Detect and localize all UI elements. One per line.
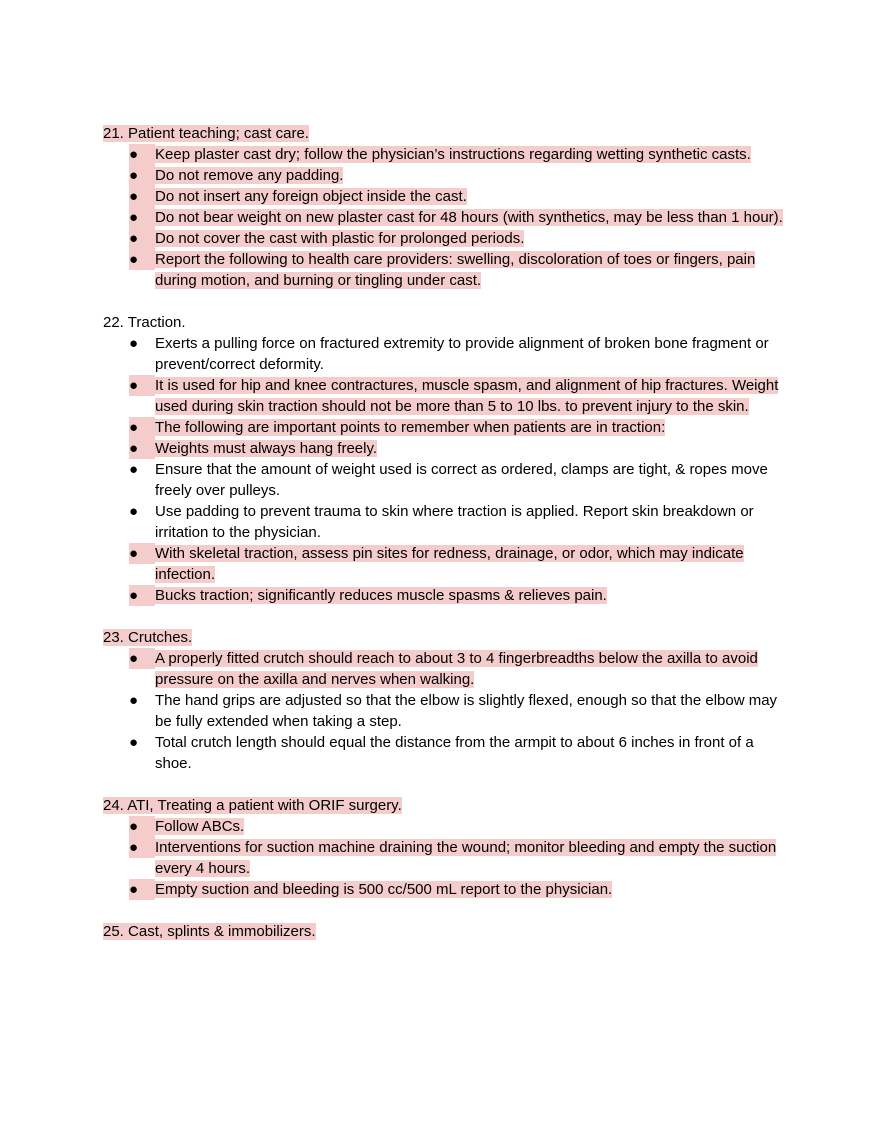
bullet-icon: ●: [129, 503, 139, 520]
bullet-icon: ●: [129, 648, 155, 669]
list-item-text: Empty suction and bleeding is 500 cc/500 mL report to the physician.: [155, 881, 613, 898]
bullet-icon: ●: [129, 734, 139, 751]
bullet-list: [103, 144, 793, 291]
section-heading: [103, 123, 793, 144]
list-item-text: Ensure that the amount of weight used is correct as ordered, clamps are tight, & ropes move freely over pulleys.: [155, 461, 768, 499]
list-item-text: Total crutch length should equal the distance from the armpit to about 6 inches in front of a shoe.: [155, 734, 754, 772]
list-item: [103, 837, 793, 879]
bullet-icon: ●: [129, 144, 155, 165]
bullet-icon: ●: [129, 417, 155, 438]
list-item-text: Interventions for suction machine draining the wound; monitor bleeding and empty the suction every 4 hours.: [155, 839, 777, 877]
list-item-text: Weights must always hang freely.: [155, 440, 378, 457]
bullet-icon: ●: [129, 543, 155, 564]
note-section: [103, 795, 793, 900]
bullet-icon: ●: [129, 186, 155, 207]
list-item: [103, 732, 793, 774]
bullet-icon: ●: [129, 335, 139, 352]
list-item: [103, 816, 793, 837]
list-item-text: The hand grips are adjusted so that the elbow is slightly flexed, enough so that the elbow may be fully extended when taking a step.: [155, 692, 778, 730]
list-item: [103, 333, 793, 375]
list-item-text: Bucks traction; significantly reduces muscle spasms & relieves pain.: [155, 587, 607, 604]
list-item-text: Do not bear weight on new plaster cast for 48 hours (with synthetics, may be less than 1 hour).: [155, 209, 783, 226]
section-heading: [103, 921, 793, 942]
section-heading: [103, 312, 793, 333]
list-item-text: Do not insert any foreign object inside the cast.: [155, 188, 467, 205]
bullet-list: [103, 816, 793, 900]
list-item: [103, 690, 793, 732]
list-item: [103, 144, 793, 165]
section-heading: [103, 627, 793, 648]
section-heading-text: 25. Cast, splints & immobilizers.: [103, 923, 316, 940]
bullet-icon: ●: [129, 585, 155, 606]
bullet-icon: ●: [129, 879, 155, 900]
list-item: [103, 501, 793, 543]
list-item-text: With skeletal traction, assess pin sites for redness, drainage, or odor, which may indicate infection.: [155, 545, 744, 583]
section-heading-text: 24. ATI, Treating a patient with ORIF surgery.: [103, 797, 402, 814]
note-section: [103, 312, 793, 606]
note-section: [103, 921, 793, 942]
bullet-icon: ●: [129, 438, 155, 459]
bullet-icon: ●: [129, 165, 155, 186]
list-item-text: It is used for hip and knee contractures, muscle spasm, and alignment of hip fractures. Weight used during skin traction should not be more than 5 to 10 lbs. to prevent injury to the skin.: [155, 377, 779, 415]
notes-list: [103, 123, 793, 942]
bullet-icon: ●: [129, 692, 139, 709]
list-item-text: Report the following to health care providers: swelling, discoloration of toes or fingers, pain during motion, and burning or tingling under cast.: [155, 251, 756, 289]
list-item: [103, 459, 793, 501]
bullet-icon: ●: [129, 375, 155, 396]
bullet-list: [103, 333, 793, 606]
list-item-text: Keep plaster cast dry; follow the physician’s instructions regarding wetting synthetic casts.: [155, 146, 751, 163]
section-heading-text: 22. Traction.: [103, 314, 186, 331]
list-item: [103, 165, 793, 186]
list-item: [103, 879, 793, 900]
list-item-text: Exerts a pulling force on fractured extremity to provide alignment of broken bone fragment or prevent/correct deformity.: [155, 335, 769, 373]
list-item: [103, 375, 793, 417]
document-page: [103, 123, 793, 963]
list-item: [103, 228, 793, 249]
bullet-icon: ●: [129, 249, 155, 270]
bullet-icon: ●: [129, 816, 155, 837]
bullet-icon: ●: [129, 207, 155, 228]
section-heading: [103, 795, 793, 816]
list-item: [103, 249, 793, 291]
list-item-text: Do not cover the cast with plastic for prolonged periods.: [155, 230, 525, 247]
bullet-icon: ●: [129, 461, 139, 478]
list-item-text: Follow ABCs.: [155, 818, 245, 835]
list-item-text: Do not remove any padding.: [155, 167, 344, 184]
list-item: [103, 207, 793, 228]
bullet-icon: ●: [129, 837, 155, 858]
list-item-text: Use padding to prevent trauma to skin where traction is applied. Report skin breakdown or irritation to the physician.: [155, 503, 754, 541]
list-item: [103, 585, 793, 606]
list-item: [103, 186, 793, 207]
note-section: [103, 123, 793, 291]
section-heading-text: 21. Patient teaching; cast care.: [103, 125, 309, 142]
list-item: [103, 417, 793, 438]
bullet-list: [103, 648, 793, 774]
list-item-text: The following are important points to remember when patients are in traction:: [155, 419, 666, 436]
bullet-icon: ●: [129, 228, 155, 249]
list-item: [103, 543, 793, 585]
note-section: [103, 627, 793, 774]
list-item: [103, 648, 793, 690]
list-item-text: A properly fitted crutch should reach to about 3 to 4 fingerbreadths below the axilla to avoid pressure on the axilla and nerves when walking.: [155, 650, 758, 688]
section-heading-text: 23. Crutches.: [103, 629, 193, 646]
list-item: [103, 438, 793, 459]
